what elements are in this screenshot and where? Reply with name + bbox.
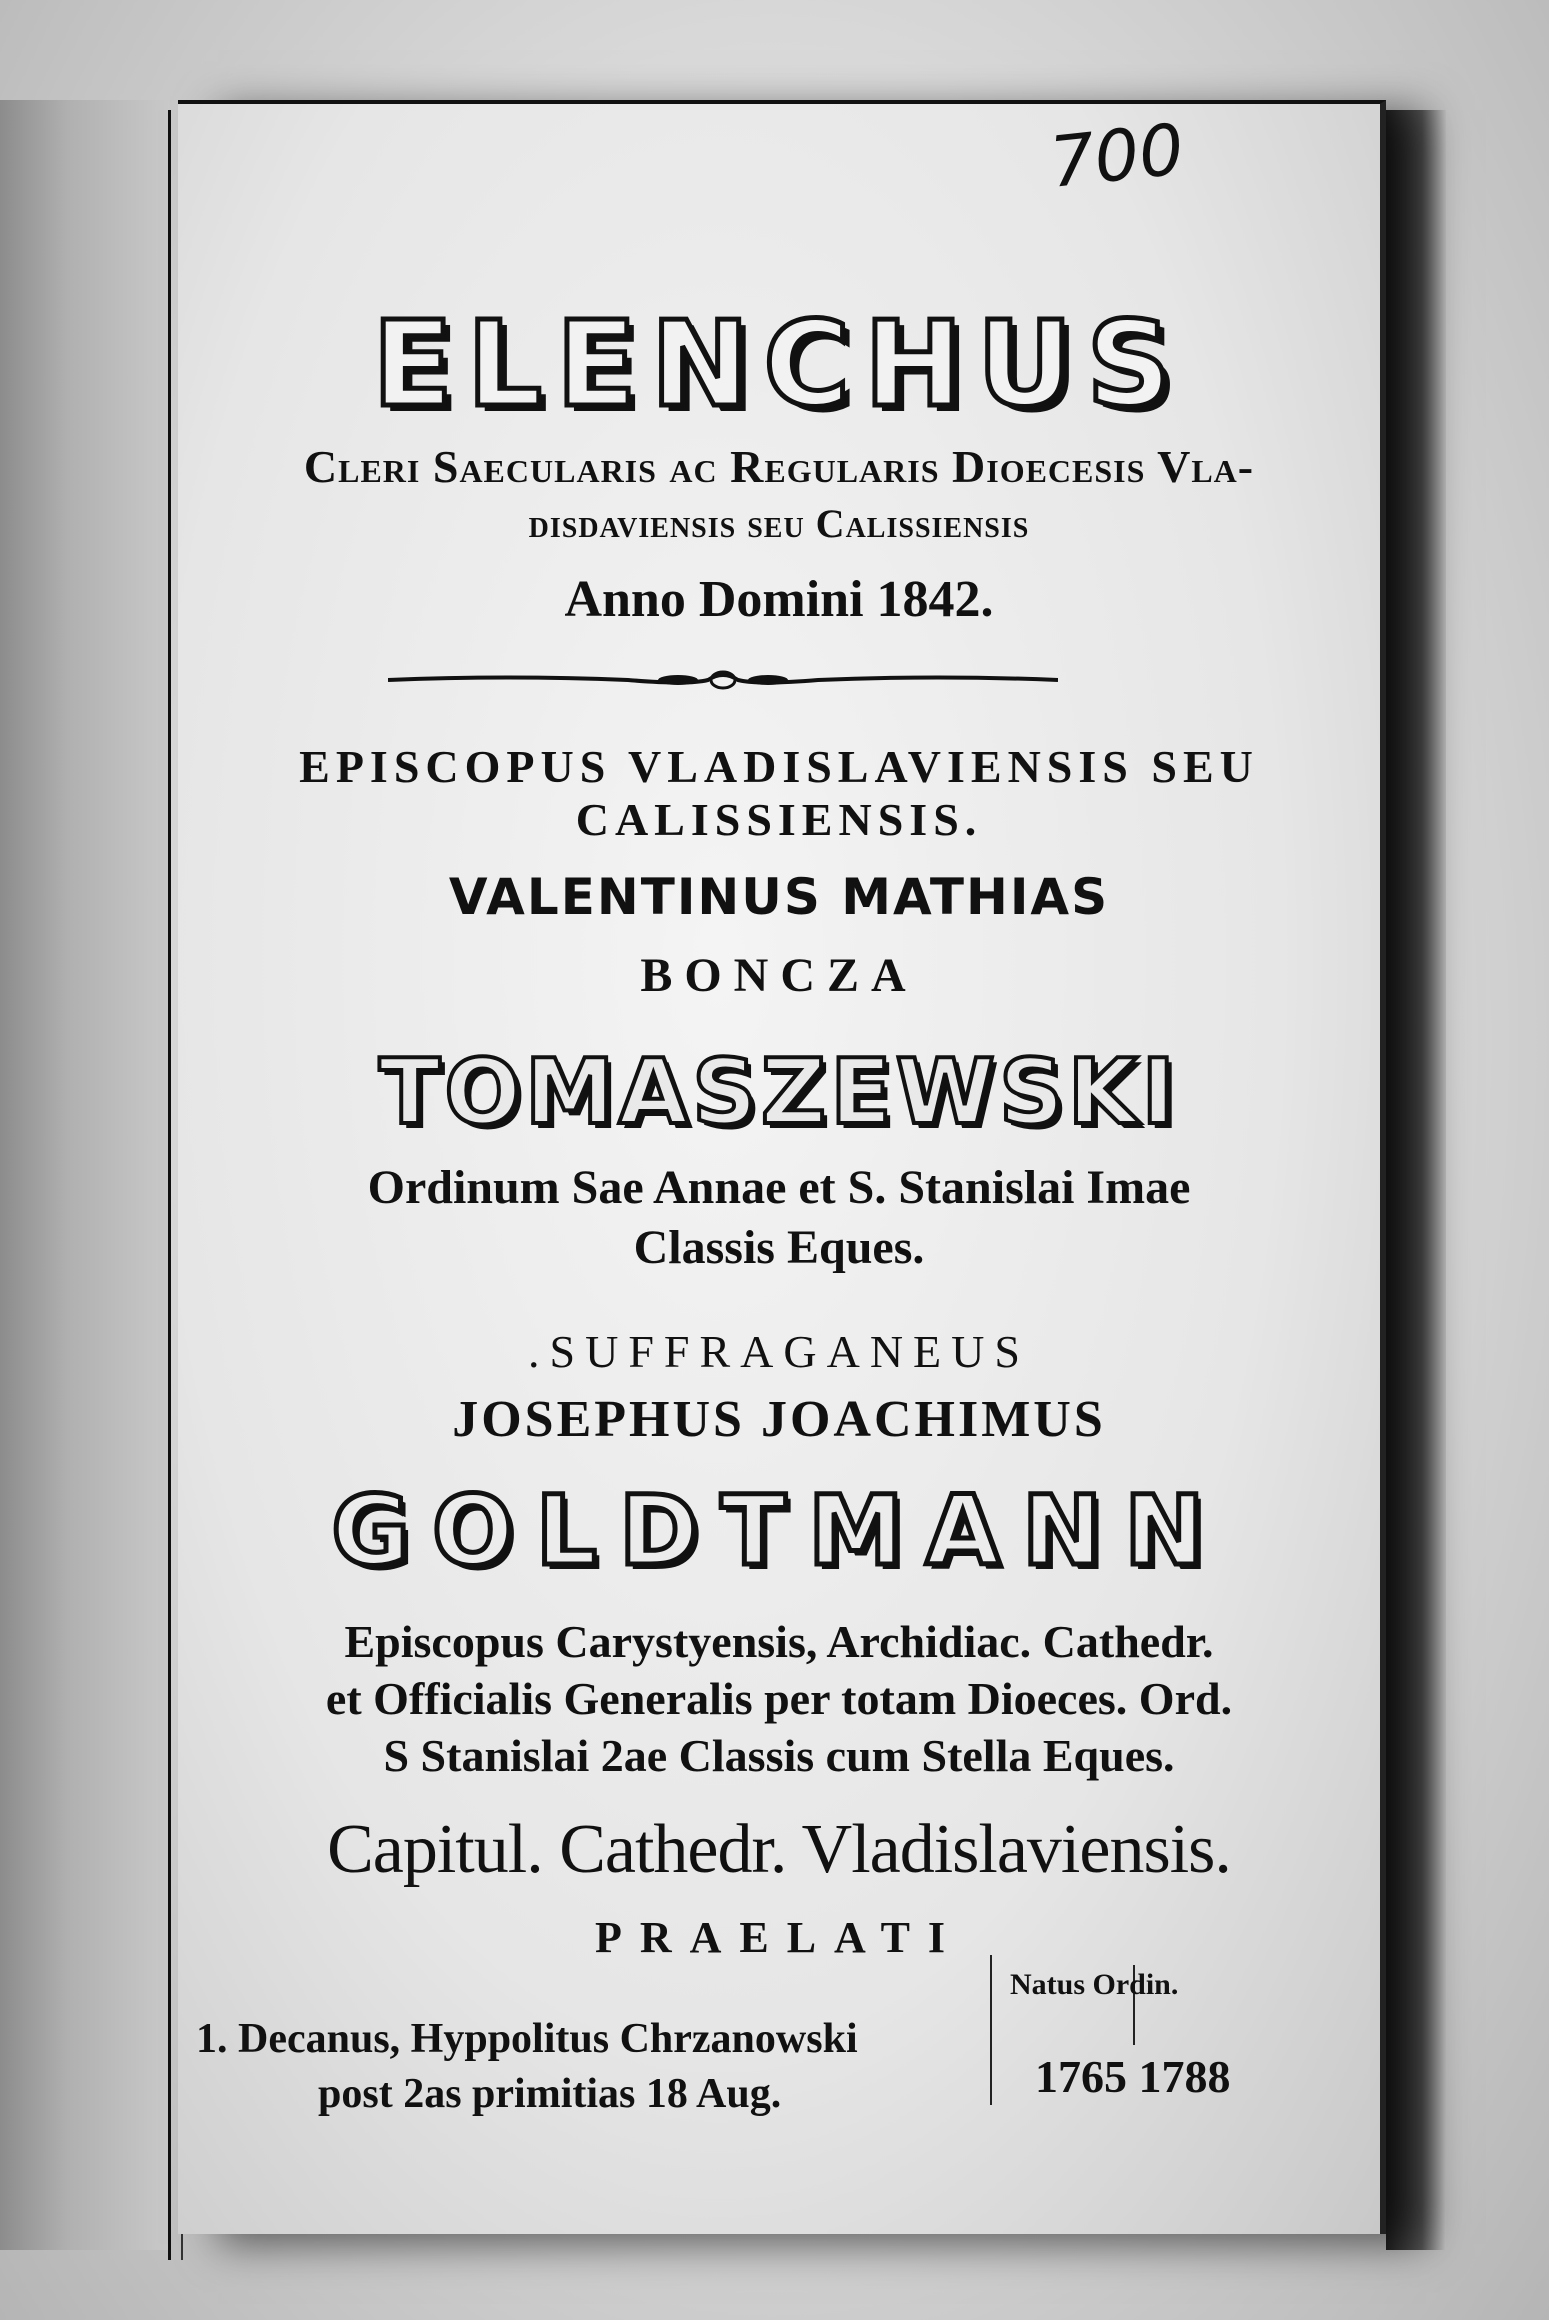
subtitle-line-1: Cleri Saecularis ac Regularis Dioecesis Vla-	[303, 441, 1255, 492]
column-header: Natus Ordin.	[1010, 1968, 1179, 2001]
entry-line-2: post 2as primitias 18 Aug.	[318, 2071, 782, 2117]
praelati-heading: PRAELATI	[594, 1913, 964, 1962]
left-page-strip	[0, 100, 170, 2250]
entry-line-1: 1. Decanus, Hyppolitus Chrzanowski	[196, 2016, 858, 2062]
episcopus-heading-2: CALISSIENSIS.	[575, 794, 983, 845]
bishop-order-line-2: Classis Eques.	[633, 1221, 925, 1274]
right-edge-shadow	[1386, 110, 1446, 2250]
bishop-order-line-1: Ordinum Sae Annae et S. Stanislai Imae	[367, 1161, 1191, 1214]
suffragan-desc-line-2: et Officialis Generalis per totam Dioeces. Ord.	[325, 1673, 1233, 1724]
chapter-heading: Capitul. Cathedr. Vladislaviensis.	[327, 1811, 1231, 1888]
suffraganeus-heading: .SUFFRAGANEUS	[528, 1326, 1030, 1377]
episcopus-heading-1: EPISCOPUS VLADISLAVIENSIS SEU	[299, 741, 1259, 792]
column-divider	[990, 1955, 992, 2105]
ornamental-rule	[388, 665, 1058, 695]
bishop-middle-name: BONCZA	[640, 949, 918, 1002]
year-line: Anno Domini 1842.	[564, 571, 994, 628]
subtitle-line-2: disdaviensis seu Calissiensis	[528, 501, 1030, 546]
suffragan-desc-line-1: Episcopus Carystyensis, Archidiac. Cathedr.	[344, 1616, 1214, 1667]
handwritten-number: 700	[1046, 108, 1188, 204]
suffragan-given-names: JOSEPHUS JOACHIMUS	[452, 1391, 1106, 1448]
suffragan-desc-line-3: S Stanislai 2ae Classis cum Stella Eques.	[383, 1730, 1175, 1781]
bishop-given-names: VALENTINUS MATHIAS	[448, 868, 1110, 926]
entry-years: 1765 1788	[1035, 2051, 1231, 2102]
suffragan-surname: GOLDTMANN	[331, 1475, 1227, 1587]
main-title: ELENCHUS	[372, 295, 1186, 433]
bishop-surname: TOMASZEWSKI	[379, 1040, 1179, 1145]
